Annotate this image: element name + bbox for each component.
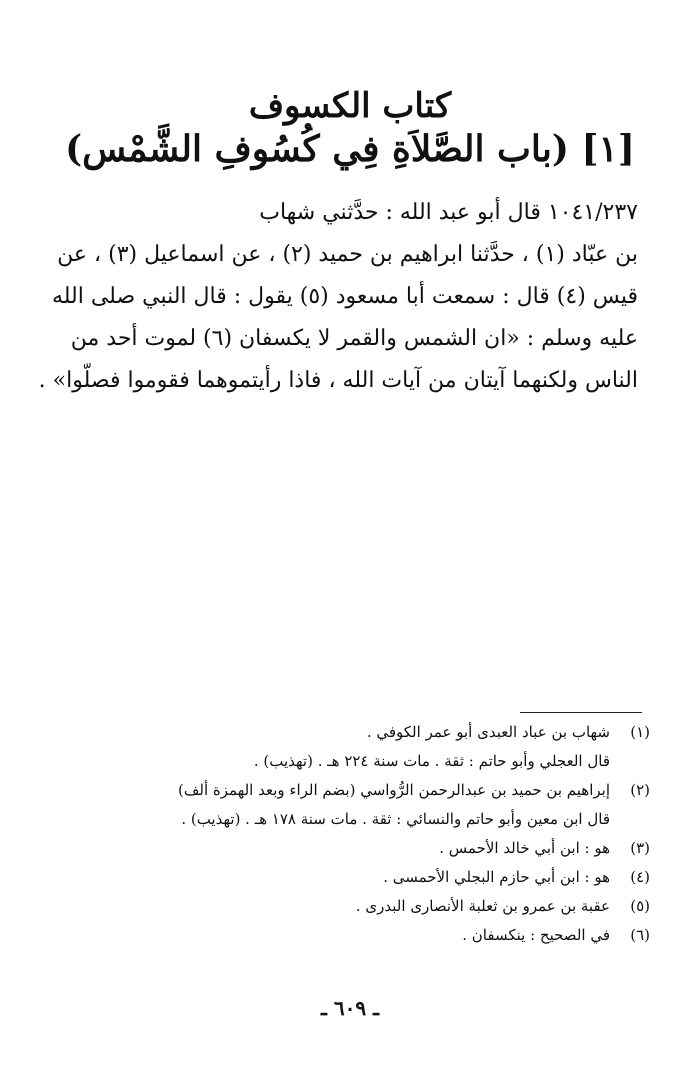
book-title: كتاب الكسوف <box>248 86 452 126</box>
footnote <box>50 921 650 950</box>
footnote-separator <box>520 712 642 713</box>
footnote <box>50 892 650 921</box>
footnote-text: إبراهيم بن حميد بن عبدالرحمن الرُّواسي (بضم الراء وبعد الهمزة ألف) <box>178 781 610 799</box>
body-line: الناس ولكنهما آيتان من آيات الله ، فاذا رأيتموهما فقوموا فصلّوا» . <box>38 368 638 393</box>
footnote-text: قال ابن معين وأبو حاتم والنسائي : ثقة . مات سنة ١٧٨ هـ . (تهذيب) . <box>181 810 610 828</box>
body-line: عليه وسلم : «ان الشمس والقمر لا يكسفان (٦) لموت أحد من <box>70 326 638 351</box>
footnote-text: شهاب بن عباد العبدى أبو عمر الكوفي . <box>366 723 610 741</box>
footnote-text: عقبة بن عمرو بن ثعلبة الأنصارى البدرى . <box>355 897 610 915</box>
body-line: قيس (٤) قال : سمعت أبا مسعود (٥) يقول : قال النبي صلى الله <box>51 284 638 309</box>
footnote-text: هو : ابن أبي حازم البجلي الأحمسى . <box>383 868 610 886</box>
footnote-text: هو : ابن أبي خالد الأحمس . <box>439 839 610 857</box>
footnote <box>50 834 650 863</box>
footnote <box>50 776 650 834</box>
body-line: ١٠٤١/٢٣٧ قال أبو عبد الله : حدَّثني شهاب <box>259 200 638 225</box>
footnote-number: (١) <box>630 723 650 741</box>
page-number: ـ ٦٠٩ ـ <box>321 996 379 1020</box>
footnote-text: في الصحيح : ينكسفان . <box>462 926 610 944</box>
footnote-number: (٦) <box>630 926 650 944</box>
footnote <box>50 863 650 892</box>
footnote-number: (٤) <box>630 868 650 886</box>
footnote-text: قال العجلي وأبو حاتم : ثقة . مات سنة ٢٢٤ هـ . (تهذيب) . <box>253 752 610 770</box>
footnote <box>50 718 650 776</box>
footnote-number: (٣) <box>630 839 650 857</box>
footnote-number: (٢) <box>630 781 650 799</box>
body-line: بن عبّاد (١) ، حدَّثنا ابراهيم بن حميد (٢) ، عن اسماعيل (٣) ، عن <box>57 242 638 267</box>
chapter-title: [١] (باب الصَّلاَةِ فِي كُسُوفِ الشَّمْس) <box>65 128 635 170</box>
hadith-text <box>38 192 638 402</box>
footnote-number: (٥) <box>630 897 650 915</box>
footnotes <box>50 718 650 950</box>
